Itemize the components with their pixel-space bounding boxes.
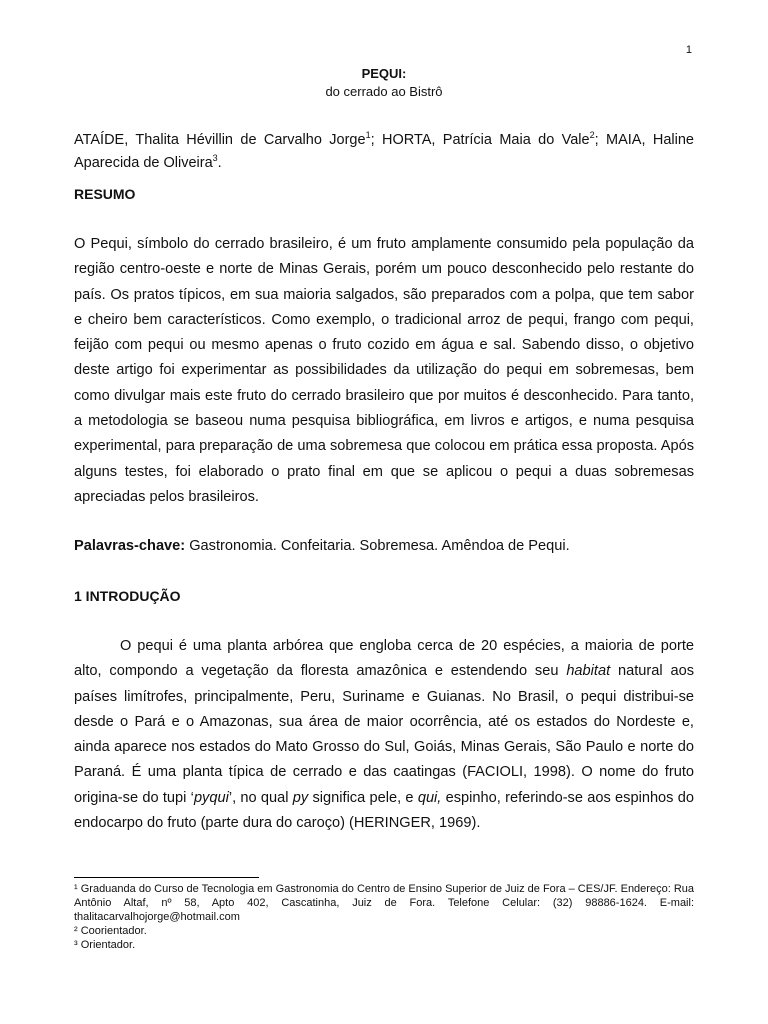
intro-text: ’, no qual xyxy=(228,789,293,806)
footnote-3: ³ Orientador. xyxy=(74,939,136,951)
intro-text: espinho, referindo-se aos espinhos do endocarpo do fruto (parte dura do caroço) (HERINGER, 1969). xyxy=(74,789,694,832)
intro-text: O pequi é uma planta arbórea que engloba cerca de 20 espécies, a maioria de porte alto, compondo a vegetação da floresta amazônica e estendendo seu xyxy=(74,638,694,680)
author-end: . xyxy=(217,154,222,171)
footnote-1: ¹ Graduanda do Curso de Tecnologia em Gastronomia do Centro de Ensino Superior de Juiz de Fora – CES/JF. Endereço: Rua Antônio Altaf, nº 58, Apto 402, Cascatinha, Juiz de Fora. Telefone Celular: (32) 98886-1624. E-mail: thalitacarvalhojorge@hotmail.com xyxy=(74,883,694,923)
footnote-ref: 3 xyxy=(212,152,218,163)
author-name: ; MAIA, Haline Aparecida de Oliveira xyxy=(74,131,694,171)
author-name: ; HORTA, Patrícia Maia do Vale xyxy=(370,131,590,148)
paper-subtitle: do cerrado ao Bistrô xyxy=(325,84,443,99)
resumo-text: O Pequi, símbolo do cerrado brasileiro, é um fruto amplamente consumido pela população da região centro-oeste e norte de Minas Gerais, porém um pouco desconhecido pelo restante do país. Os pratos típicos, em sua maioria salgados, são preparados com a polpa, que tem sabor e cheiro bem característicos. Como exemplo, o tradicional arroz de pequi, frango com pequi, feijão com pequi ou mesmo apenas o fruto cozido em água e sal. Sabendo disso, o objetivo deste artigo foi experimentar as possibilidades da utilização do pequi em sobremesas, bem como divulgar mais este fruto do cerrado brasileiro que por muitos é desconhecido. Para tanto, a metodologia se baseou numa pesquisa bibliográfica, em livros e artigos, e numa pesquisa experimental, para preparação de uma sobremesa que colocou em prática essa proposta. Após alguns testes, foi elaborado o prato final em que se aplicou o pequi a duas sobremesas apreciadas pelos brasileiros. xyxy=(74,236,694,505)
author-list xyxy=(74,126,694,172)
footnotes xyxy=(74,882,694,952)
paper-title: PEQUI: xyxy=(361,66,407,81)
footnote-divider xyxy=(74,877,259,878)
keywords xyxy=(74,538,694,554)
footnote-2: ² Coorientador. xyxy=(74,925,147,937)
intro-italic: qui, xyxy=(417,789,442,806)
intro-text: significa pele, e xyxy=(308,789,418,806)
intro-italic: pyqui xyxy=(193,789,229,806)
intro-text: natural aos países limítrofes, principalmente, Peru, Suriname e Guianas. No Brasil, o pequi distribui-se desde o Pará e o Amazonas, sua área de maior ocorrência, até os estados do Nordeste e, ainda aparece nos estados do Mato Grosso do Sul, Goiás, Minas Gerais, São Paulo e norte do Paraná. É uma planta típica de cerrado e das caatingas (FACIOLI, 1998). O nome do fruto origina-se do tupi ‘ xyxy=(74,663,694,806)
author-name: ATAÍDE, Thalita Hévillin de Carvalho Jorge xyxy=(74,131,366,148)
intro-italic: py xyxy=(292,789,309,806)
footnote-ref: 1 xyxy=(365,130,371,140)
introduction-paragraph xyxy=(74,634,694,836)
keywords-text: Gastronomia. Confeitaria. Sobremesa. Amêndoa de Pequi. xyxy=(185,538,570,554)
footnote-ref: 2 xyxy=(589,130,595,140)
intro-italic: habitat xyxy=(566,663,611,680)
resumo-heading: RESUMO xyxy=(74,186,136,202)
introduction-heading: 1 INTRODUÇÃO xyxy=(74,588,181,604)
page-number: 1 xyxy=(685,44,692,56)
keywords-label: Palavras-chave: xyxy=(74,538,186,554)
